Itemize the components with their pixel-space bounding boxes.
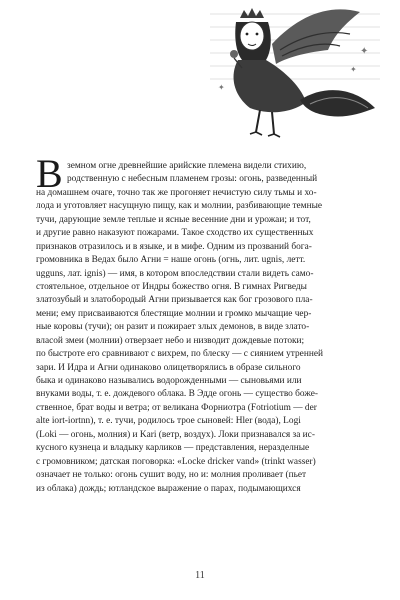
- text-line: alte iort-iortnn), т. е. тучи, родилось трое сыновей: Hler (вода), Logi: [36, 416, 301, 427]
- text-line: мени; ему присваиваются блестящие молнии и громко мычащие чер-: [36, 308, 312, 319]
- text-line: ugguns, лат. ignis) — имя, в котором впоследствии стали видеть само-: [36, 268, 314, 279]
- text-line: ственное, брат воды и ветра; от великана Форниотра (Fotriotium — der: [36, 402, 317, 413]
- text-line: с громовником; датская поговорка: «Locke dricker vand» (trinkt wasser): [36, 456, 316, 467]
- page-number: 11: [195, 570, 205, 581]
- text-line: тучи, дарующие земле теплые и ясные весенние дни и урожаи; и тот,: [36, 214, 311, 225]
- drop-cap-letter: В: [36, 151, 63, 196]
- text-line: внуками воды, т. е. дождевого облака. В Эдде огонь — существо боже-: [36, 389, 318, 400]
- svg-text:✦: ✦: [360, 46, 369, 57]
- text-line: по быстроте его сравнивают с вихрем, по блеску — с сиянием утренней: [36, 349, 323, 360]
- text-line: признаков отразилось и в языке, и в мифе. Одним из прозваний бога-: [36, 241, 312, 252]
- text-line: кусного кузнеца и владыку карликов — представления, неразделные: [36, 443, 310, 454]
- text-line: власой змеи (молнии) отверзает небо и низводит дождевые потоки;: [36, 335, 305, 346]
- text-line: означает не только: огонь сушит воду, но и: молния проливает (пьет: [36, 470, 307, 481]
- text-line: громовника в Ведах было Агни = наше огонь (огнь, лит. ugnis, летт.: [36, 255, 306, 266]
- svg-text:✦: ✦: [350, 65, 357, 74]
- text-line: лода и уготовляет насущную пищу, как и молнии, разбивающие темные: [36, 201, 323, 212]
- text-line: на домашнем очаге, точно так же прогоняет нечистую силу тьмы и хо-: [36, 187, 317, 198]
- text-line: зари. И Идра и Агни одинаково олицетворялись в образе сильного: [36, 362, 301, 373]
- text-line: (Loki — огонь, молния) и Kari (ветр, воздух). Локи признавался за ис-: [36, 429, 315, 440]
- text-line: ные коровы (тучи); он разит и пожирает злых демонов, в виде злато-: [36, 322, 310, 333]
- text-line: из облака) дождь; ютландское выражение о парах, подымающихся: [36, 483, 301, 494]
- text-line: и другие равно наказуют пожарами. Такое сходство их существенных: [36, 228, 314, 239]
- text-line: быка и одинаково назывались водорожденными — сыновьями или: [36, 376, 302, 386]
- sirin-bird-illustration: [210, 4, 380, 144]
- text-line: златозубый и златобородый Агни призывается как бог грозового пла-: [36, 295, 313, 306]
- svg-text:✦: ✦: [218, 83, 225, 92]
- text-line: земном огне древнейшие арийские племена видели стихию,: [67, 161, 307, 171]
- text-line: родственную с небесным пламенем грозы: огонь, разведенный: [67, 174, 318, 185]
- text-line: стоятельное, отдельное от Индры божество огня. В гимнах Ригведы: [36, 281, 307, 292]
- body-text: [36, 151, 367, 496]
